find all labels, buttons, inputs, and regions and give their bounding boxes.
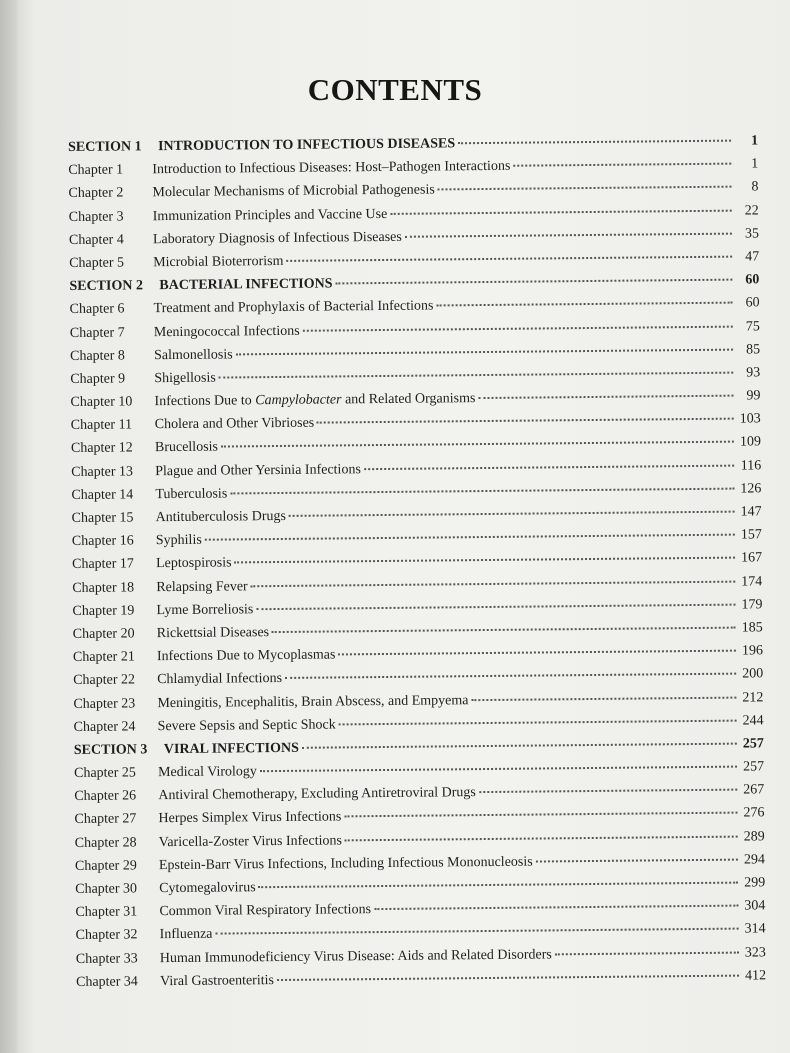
chapter-title: Cytomegalovirus — [159, 880, 256, 897]
chapter-heading — [76, 947, 552, 968]
chapter-number: Chapter 1 — [68, 162, 124, 179]
dot-leader — [235, 556, 736, 564]
dot-leader — [205, 533, 735, 541]
page-number: 185 — [741, 620, 763, 636]
chapter-title: Varicella-Zoster Virus Infections — [158, 833, 342, 850]
chapter-title: Tuberculosis — [155, 486, 228, 502]
chapter-title: Microbial Bioterrorism — [153, 253, 284, 271]
chapter-title: Cholera and Other Vibrioses — [154, 415, 315, 433]
dot-leader — [289, 510, 735, 517]
chapter-title: Infections Due to Mycoplasmas — [156, 647, 336, 665]
chapter-heading — [70, 323, 300, 341]
page-number: 1 — [750, 133, 759, 149]
page-title: CONTENTS — [307, 72, 483, 107]
page-number: 99 — [746, 388, 761, 404]
chapter-heading — [68, 159, 510, 179]
dot-leader — [285, 672, 736, 679]
chapter-heading — [71, 486, 227, 503]
page-number: 304 — [744, 898, 766, 914]
dot-leader — [374, 904, 738, 910]
chapter-heading — [75, 880, 256, 898]
chapter-number: Chapter 24 — [73, 719, 136, 735]
chapter-title: Rickettsial Diseases — [156, 625, 270, 642]
section-number: SECTION 2 — [69, 278, 144, 295]
dot-leader — [335, 278, 732, 285]
page-number: 35 — [744, 226, 760, 242]
dot-leader — [345, 834, 738, 841]
chapter-title: Relapsing Fever — [156, 578, 248, 595]
dot-leader — [536, 857, 738, 862]
dot-leader — [344, 811, 737, 818]
dot-leader — [236, 347, 733, 355]
chapter-heading — [70, 299, 434, 318]
chapter-number: Chapter 2 — [68, 185, 124, 202]
chapter-number: Chapter 7 — [69, 324, 125, 341]
dot-leader — [277, 973, 739, 980]
chapter-heading — [74, 764, 257, 782]
chapter-number: Chapter 22 — [73, 672, 136, 689]
dot-leader — [219, 370, 734, 378]
chapter-title: Lyme Borreliosis — [156, 601, 254, 618]
chapter-number: Chapter 5 — [69, 255, 125, 271]
dot-leader — [436, 301, 732, 307]
page-number: 22 — [744, 202, 759, 219]
chapter-title: Syphilis — [155, 532, 202, 549]
chapter-heading — [72, 556, 232, 574]
chapter-heading — [76, 973, 274, 991]
dot-leader — [302, 741, 737, 748]
section-number: SECTION 1 — [68, 139, 142, 155]
italic-organism-name: Campylobacter — [255, 392, 342, 409]
dot-leader — [251, 579, 736, 587]
chapter-title: Common Viral Respiratory Infections — [159, 902, 372, 920]
page-number: 179 — [741, 597, 763, 613]
page-number: 412 — [744, 968, 767, 984]
chapter-title: Meningococcal Infections — [153, 323, 300, 340]
chapter-heading — [74, 717, 336, 736]
chapter-title: Infections Due to Campylobacter and Related Organisms — [154, 391, 476, 410]
chapter-heading — [73, 625, 270, 643]
chapter-number: Chapter 9 — [70, 371, 126, 387]
chapter-heading — [70, 370, 216, 387]
page-number: 267 — [743, 782, 765, 798]
section-heading — [69, 277, 332, 296]
page-number: 103 — [739, 411, 761, 427]
dot-leader — [513, 162, 731, 167]
chapter-heading — [70, 347, 233, 365]
dot-leader — [405, 231, 732, 237]
chapter-title: Immunization Principles and Vaccine Use — [152, 206, 388, 224]
page-number: 93 — [746, 365, 761, 381]
chapter-heading — [74, 785, 476, 805]
chapter-title: Leptospirosis — [156, 555, 232, 572]
section-number: SECTION 3 — [73, 742, 148, 758]
page-number: 314 — [744, 921, 766, 937]
chapter-title: Chlamydial Infections — [157, 671, 283, 688]
chapter-title: Meningitis, Encephalitis, Brain Abscess, and Empyema — [157, 692, 469, 711]
chapter-number: Chapter 23 — [73, 695, 136, 712]
chapter-title: Epstein-Barr Virus Infections, Including Infectious Mononucleosis — [158, 854, 533, 873]
chapter-title: Antiviral Chemotherapy, Excluding Antiretroviral Drugs — [158, 785, 476, 804]
page-number: 257 — [742, 759, 765, 775]
section-heading — [74, 741, 299, 759]
chapter-title: Severe Sepsis and Septic Shock — [157, 717, 336, 734]
dot-leader — [479, 788, 737, 793]
chapter-number: Chapter 10 — [70, 394, 133, 411]
dot-leader — [303, 324, 733, 331]
chapter-number: Chapter 4 — [68, 232, 124, 248]
chapter-heading — [74, 810, 341, 829]
dot-leader — [339, 718, 737, 725]
chapter-number: Chapter 8 — [70, 348, 125, 364]
dot-leader — [260, 765, 737, 773]
chapter-number: Chapter 6 — [69, 301, 125, 318]
chapter-title: Medical Virology — [158, 764, 257, 781]
dot-leader — [230, 486, 734, 494]
chapter-number: Chapter 17 — [72, 556, 134, 573]
chapter-number: Chapter 3 — [68, 209, 124, 225]
chapter-heading — [71, 462, 361, 481]
chapter-number: Chapter 21 — [72, 649, 135, 666]
dot-leader — [215, 927, 738, 935]
page-number: 212 — [742, 689, 764, 706]
page-number: 47 — [745, 249, 760, 265]
chapter-number: Chapter 13 — [71, 464, 134, 480]
page-number: 75 — [745, 318, 760, 335]
dot-leader — [555, 950, 739, 955]
page-number: 1 — [751, 156, 759, 172]
page-number: 196 — [741, 643, 764, 659]
chapter-title: Antituberculosis Drugs — [155, 508, 286, 526]
chapter-number: Chapter 18 — [72, 579, 135, 596]
chapter-title: Salmonellosis — [153, 347, 233, 363]
page-number: 257 — [742, 736, 764, 752]
chapter-heading — [72, 533, 202, 550]
section-heading — [68, 136, 455, 156]
chapter-number: Chapter 31 — [75, 904, 138, 921]
chapter-number: Chapter 19 — [72, 603, 135, 619]
chapter-title: Influenza — [159, 927, 213, 943]
chapter-heading — [69, 254, 283, 272]
chapter-title: Introduction to Infectious Diseases: Host–Pathogen Interactions — [152, 158, 511, 178]
chapter-number: Chapter 34 — [76, 974, 138, 990]
page-number: 200 — [742, 666, 764, 682]
page-number: 323 — [744, 944, 766, 961]
dot-leader — [478, 394, 733, 399]
dot-leader — [221, 440, 734, 448]
page-number: 289 — [743, 828, 765, 845]
page-number: 147 — [740, 504, 762, 520]
chapter-number: Chapter 16 — [71, 533, 134, 550]
table-of-contents — [68, 133, 766, 998]
chapter-title: Treatment and Prophylaxis of Bacterial Infections — [153, 298, 434, 317]
chapter-heading — [69, 207, 388, 226]
chapter-heading — [76, 927, 213, 944]
book-spine-shadow — [0, 0, 18, 1053]
chapter-number: Chapter 14 — [71, 487, 134, 503]
page-number: 174 — [741, 573, 763, 590]
dot-leader — [471, 695, 736, 701]
page-number: 60 — [745, 272, 760, 288]
chapter-heading — [73, 671, 282, 689]
chapter-heading — [72, 602, 253, 620]
chapter-title: Human Immunodeficiency Virus Disease: Aids and Related Disorders — [159, 946, 552, 966]
chapter-heading — [70, 391, 475, 411]
chapter-heading — [71, 440, 218, 457]
chapter-title: Herpes Simplex Virus Infections — [158, 809, 342, 827]
page-number: 109 — [739, 434, 762, 451]
chapter-number: Chapter 20 — [72, 626, 135, 642]
chapter-heading — [72, 579, 248, 597]
chapter-heading — [73, 648, 336, 667]
page-number: 126 — [740, 481, 762, 497]
page-number: 244 — [742, 713, 764, 729]
dot-leader — [317, 417, 734, 424]
dot-leader — [256, 602, 735, 610]
chapter-heading — [71, 416, 315, 434]
chapter-number: Chapter 32 — [75, 927, 138, 944]
chapter-heading — [75, 833, 342, 852]
chapter-heading — [69, 230, 402, 249]
chapter-number: Chapter 15 — [71, 510, 134, 526]
dot-leader — [338, 649, 736, 656]
page-number: 85 — [745, 342, 761, 358]
dot-leader — [272, 626, 736, 633]
page-number: 299 — [744, 875, 766, 891]
chapter-number: Chapter 25 — [74, 765, 136, 782]
page-number: 294 — [743, 852, 766, 868]
section-title: BACTERIAL INFECTIONS — [159, 276, 333, 294]
dot-leader — [458, 139, 731, 145]
chapter-number: Chapter 29 — [74, 858, 137, 874]
dot-leader — [259, 881, 739, 889]
section-title: INTRODUCTION TO INFECTIOUS DISEASES — [157, 136, 456, 155]
chapter-heading — [75, 854, 533, 874]
chapter-heading — [72, 509, 286, 527]
chapter-number: Chapter 11 — [70, 417, 133, 434]
section-title: VIRAL INFECTIONS — [163, 740, 299, 757]
chapter-number: Chapter 12 — [70, 440, 133, 457]
page-number: 60 — [745, 295, 760, 311]
chapter-heading — [75, 902, 371, 921]
chapter-number: Chapter 26 — [74, 788, 137, 805]
page-number: 167 — [740, 550, 763, 566]
chapter-number: Chapter 27 — [74, 811, 137, 828]
page-number: 8 — [751, 179, 759, 195]
page-number: 276 — [743, 805, 765, 821]
page-number: 157 — [740, 527, 762, 543]
chapter-title: Laboratory Diagnosis of Infectious Diseases — [152, 229, 402, 247]
chapter-title: Plague and Other Yersinia Infections — [155, 461, 361, 479]
dot-leader — [364, 463, 734, 470]
chapter-title: Molecular Mechanisms of Microbial Pathogenesis — [152, 182, 435, 201]
dot-leader — [390, 208, 731, 214]
chapter-number: Chapter 33 — [75, 950, 138, 967]
dot-leader — [438, 185, 732, 191]
chapter-number: Chapter 28 — [74, 834, 137, 851]
chapter-heading — [68, 183, 434, 203]
page-number: 116 — [740, 457, 762, 474]
chapter-title: Shigellosis — [154, 370, 216, 387]
chapter-heading — [73, 693, 468, 713]
chapter-title: Viral Gastroenteritis — [160, 972, 275, 989]
chapter-title: Brucellosis — [154, 440, 219, 456]
chapter-number: Chapter 30 — [75, 881, 138, 897]
dot-leader — [286, 255, 732, 262]
